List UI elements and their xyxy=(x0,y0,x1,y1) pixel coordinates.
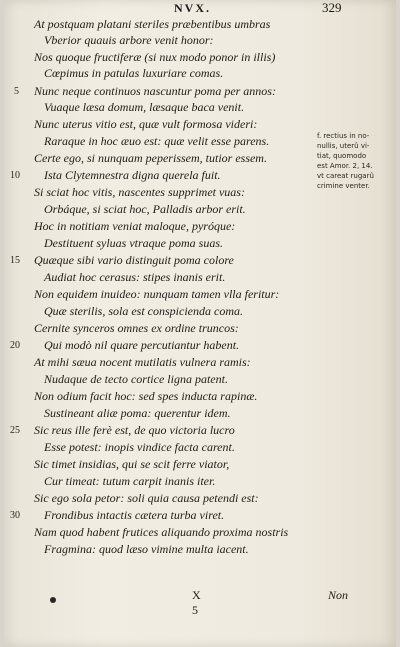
running-head xyxy=(4,0,396,18)
book-page xyxy=(4,0,396,647)
catchword: Non xyxy=(328,588,349,602)
verse-line: Ista Clytemnestra digna querela fuit. xyxy=(44,168,221,182)
line-number: 20 xyxy=(10,340,20,351)
verse-line: Frondibus intactis cætera turba viret. xyxy=(44,508,225,522)
verse-line: Raraque in hoc æuo est: quæ velit esse parens. xyxy=(44,134,270,148)
gloss-line: est Amor. 2, 14. xyxy=(317,162,373,170)
verse-line: Vberior quauis arbore venit honor: xyxy=(44,33,214,47)
verse-line: Nam quod habent frutices aliquando proxima nostris xyxy=(34,525,289,539)
verse-line: Destituent syluas vtraque poma suas. xyxy=(44,236,223,250)
verse-line: Quæ sterilis, sola est conspicienda coma. xyxy=(44,304,243,318)
line-number: 25 xyxy=(10,425,20,436)
verse-line: Sic timet insidias, qui se scit ferre viator, xyxy=(34,457,230,471)
line-number: 5 xyxy=(14,86,19,97)
verse-line: Orbáque, si sciat hoc, Palladis arbor erit. xyxy=(44,202,246,216)
verse-line: Cur timeat: tutum carpit inanis iter. xyxy=(44,474,216,488)
verse-line: Esse potest: inopis vindice facta carent. xyxy=(44,440,235,454)
verse-line: Sustineant aliæ poma: querentur idem. xyxy=(44,406,231,420)
verse-line: At mihi sæua nocent mutilatis vulnera ramis: xyxy=(34,355,251,369)
verse-line: Nos quoque fructiferæ (si nux modo ponor in illis) xyxy=(34,50,276,64)
verse-line: Non equidem inuideo: nunquam tamen vlla feritur: xyxy=(34,287,280,301)
page-number: 329 xyxy=(322,0,342,15)
verse-line: Fragmina: quod læso vimine multa iacent. xyxy=(44,542,249,556)
gloss-line: f. rectius in no- xyxy=(317,132,370,140)
verse-line: At postquam platani steriles præbentibus umbras xyxy=(34,17,271,31)
verse-line: Nunc neque continuos nascuntur poma per annos: xyxy=(34,84,276,98)
marginal-gloss xyxy=(317,131,397,191)
ink-blot xyxy=(50,597,56,603)
verse-line: Qui modò nil quare percutiantur habent. xyxy=(44,338,240,352)
verse-line: Audiat hoc cerasus: stipes inanis erit. xyxy=(44,270,226,284)
verse-line: Quæque sibi vario distinguit poma colore xyxy=(34,253,234,267)
verse-line: Vuaque læsa domum, læsaque baca venit. xyxy=(44,100,245,114)
gloss-line: tiat, quomodo xyxy=(317,152,367,160)
verse-line: Nunc uterus vitio est, quæ vult formosa videri: xyxy=(34,117,258,131)
verse-line: Sic ego sola petor: soli quia causa petendi est: xyxy=(34,491,259,505)
line-number: 15 xyxy=(10,255,20,266)
verse-line: Cernite synceros omnes ex ordine truncos: xyxy=(34,321,239,335)
verse-line: Si sciat hoc vitis, nascentes supprimet vuas: xyxy=(34,185,245,199)
signature-mark: X 5 xyxy=(192,588,207,617)
gloss-line: nullis, uterû vi- xyxy=(317,142,370,150)
verse-line: Cœpimus in patulas luxuriare comas. xyxy=(44,66,224,80)
gloss-line: crimine venter. xyxy=(317,182,370,190)
verse-line: Non odium facit hoc: sed spes inducta rapinæ. xyxy=(34,389,258,403)
verse-line: Nudaque de tecto cortice ligna patent. xyxy=(44,372,228,386)
verse-line: Sic reus ille ferè est, de quo victoria lucro xyxy=(34,423,235,437)
verse-line: Certe ego, si nunquam peperissem, tutior essem. xyxy=(34,151,267,165)
line-number: 10 xyxy=(10,170,20,181)
running-head-title: NVX. xyxy=(174,1,211,15)
verse-line: Hoc in notitiam veniat maloque, pyróque: xyxy=(34,219,236,233)
line-number: 30 xyxy=(10,510,20,521)
gloss-line: vt careat rugarû xyxy=(317,172,374,180)
